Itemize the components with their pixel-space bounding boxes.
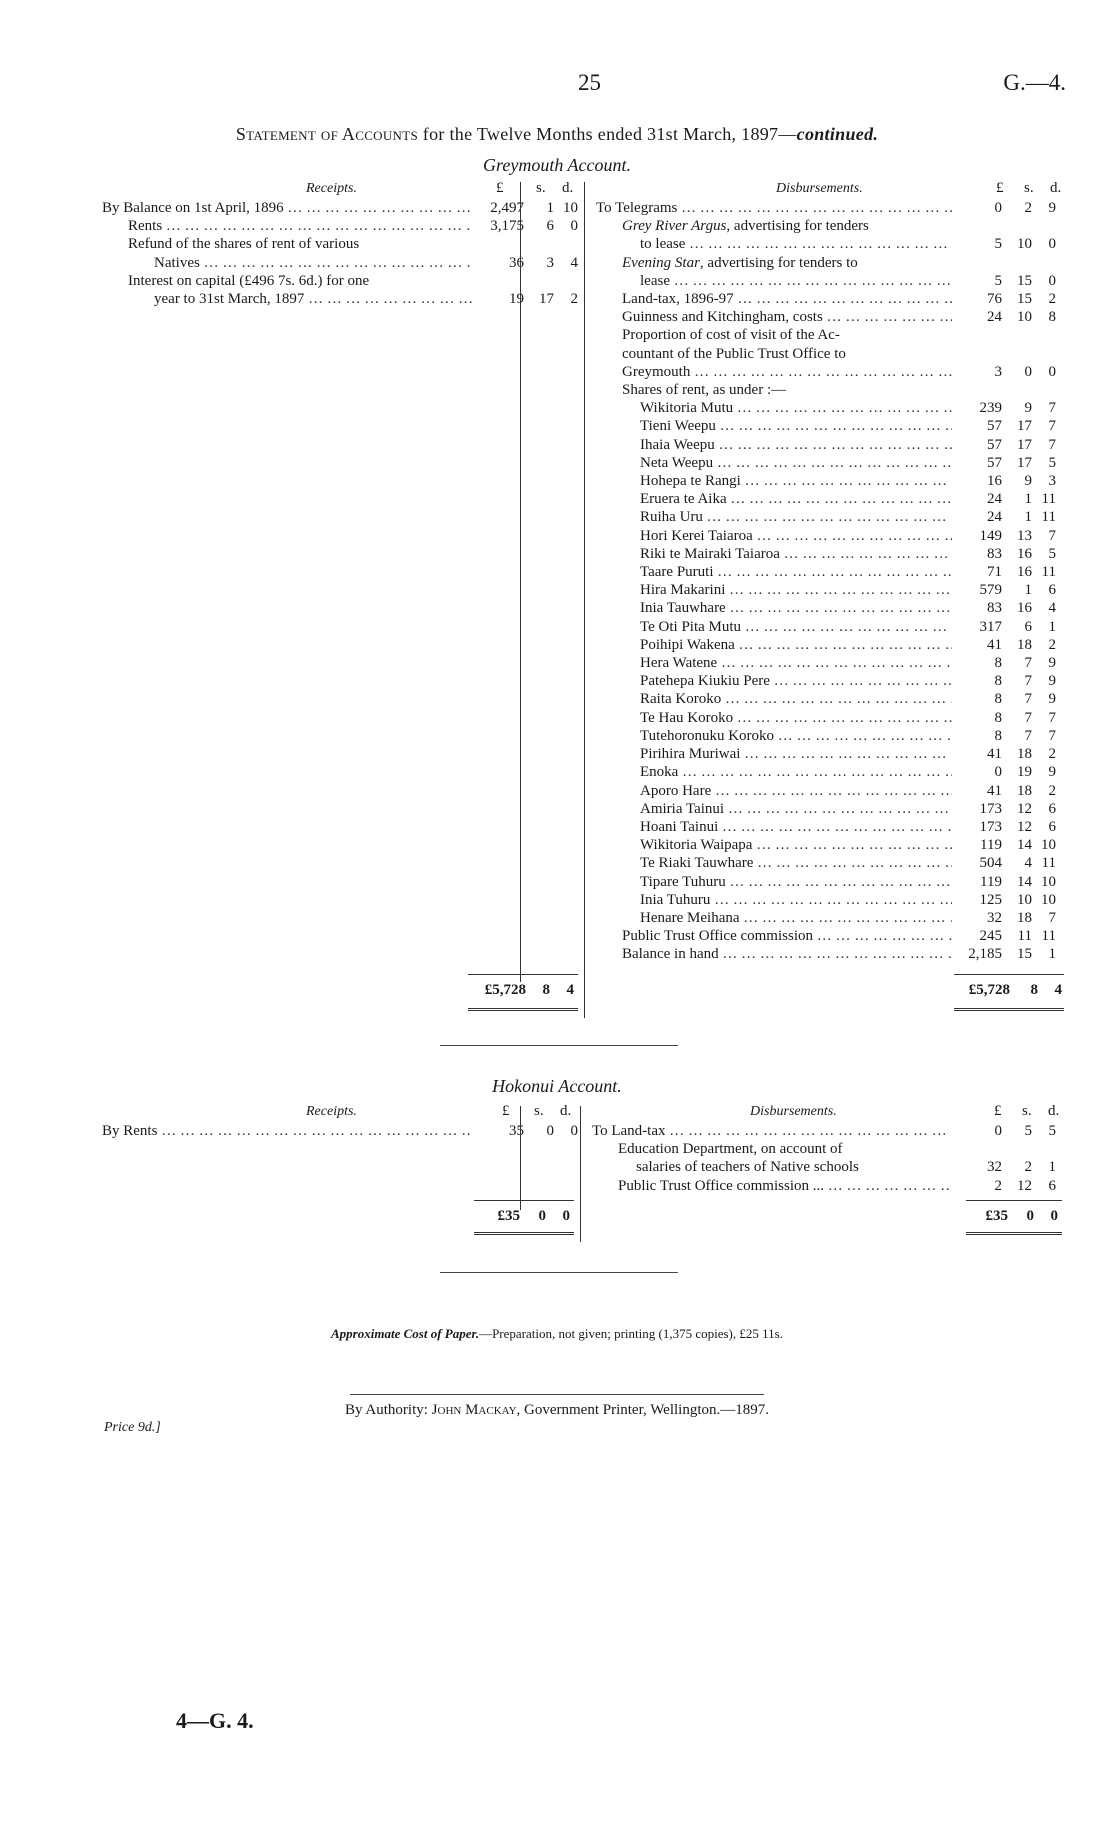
amount-l: 245 [979,928,1002,945]
amount-s: 15 [1017,291,1032,308]
amount-d: 6 [1048,582,1056,599]
amount-l: 0 [994,200,1002,216]
amount-l: 24 [987,309,1002,326]
amount-d: 8 [1048,309,1056,326]
disbursement-row [596,927,1056,945]
footnote-label: Approximate Cost of Paper. [331,1326,480,1341]
disbursement-row [596,818,1056,836]
section-separator [440,1045,678,1046]
amount-l: 173 [979,800,1002,817]
amount-s [1002,254,1032,272]
footnote-text: —Preparation, not given; printing (1,375 copies), £25 11s. [479,1326,783,1341]
amount-d: 11 [1041,928,1056,945]
disbursement-description: Public Trust Office commission … … … … … … … … … … … … … … … … … … … … [622,927,952,945]
amount-s: 6 [1024,618,1032,635]
amount-l: 2,185 [968,946,1002,963]
printer-name: John Mackay [431,1402,517,1418]
receipt-row: By Balance on 1st April, 1896 … … … … … … … … … … … … … … … … … … … … 2,497 1 10 [102,199,578,217]
disbursement-description: Riki te Mairaki Taiaroa … … … … … … … … … … … … … … … … … … … … [640,545,952,563]
amount-l: 504 [979,855,1002,872]
amount-l: 8 [994,709,1002,726]
disbursement-description: Poihipi Wakena … … … … … … … … … … … … … … … … … … … … [640,636,952,654]
amount-l: 71 [987,564,1002,581]
amount-d: 0 [1048,272,1056,289]
amount-d: 2 [1048,291,1056,308]
greymouth-receipts-sum-rule [468,974,578,975]
amount-l [958,345,1002,363]
amount-d: 7 [1048,418,1056,435]
amount-s: 18 [1017,909,1032,926]
greymouth-disb-total-underline [954,1008,1064,1011]
amount-l: 57 [987,418,1002,435]
hokonui-receipts-pence-unit: d. [560,1103,572,1119]
amount-d: 7 [1048,527,1056,544]
disbursement-row: Education Department, on account of [618,1141,843,1158]
amount-s: 19 [1017,764,1032,781]
greymouth-receipts-table [102,199,578,308]
amount-s: 9 [1024,400,1032,417]
receipt-row: Interest on capital (£496 7s. 6d.) for one [128,272,370,289]
hokonui-disb-total-underline [966,1232,1062,1235]
receipt-row: Natives … … … … … … … … … … … … … … … … … … … … 36 3 4 [102,254,578,272]
disbursement-row [596,454,1056,472]
amount-l: 32 [987,909,1002,926]
amount-d: 7 [1048,436,1056,453]
amount-s [1002,217,1032,235]
greymouth-account-heading: Greymouth Account. [483,155,631,175]
disbursement-description: Shares of rent, as under :— [622,382,787,399]
disbursement-description: Tipare Tuhuru … … … … … … … … … … … … … … … … … … … … [640,873,952,891]
disbursement-description: Hohepa te Rangi … … … … … … … … … … … … … … … … … … … … [640,472,952,490]
amount-l: 8 [994,691,1002,708]
amount-s [1002,326,1032,344]
amount-d [1032,345,1056,363]
hokonui-receipts-total: £35 0 0 [497,1208,570,1224]
disbursement-row [596,436,1056,454]
amount-s: 17 [1017,436,1032,453]
amount-s: 16 [1017,600,1032,617]
amount-s: 16 [1017,564,1032,581]
amount-s: 18 [1017,746,1032,763]
amount-l: 5 [994,272,1002,289]
amount-d: 2 [1048,636,1056,653]
amount-l: 41 [987,636,1002,653]
disbursement-row [596,709,1056,727]
disbursement-description: Balance in hand … … … … … … … … … … … … … … … … … … … … [622,945,952,963]
receipt-row: By Rents … … … … … … … … … … … … … … … … … … … … 35 0 0 [102,1122,578,1140]
hokonui-receipts-sum-rule [474,1200,574,1201]
amount-s: 9 [1024,473,1032,490]
disbursement-description: Inia Tuhuru … … … … … … … … … … … … … … … … … … … … [640,891,952,909]
amount-s: 14 [1017,873,1032,890]
disbursement-row [596,199,1056,217]
amount-d: 11 [1041,855,1056,872]
amount-l: 317 [979,618,1002,635]
hokonui-disb-sum-rule [966,1200,1062,1201]
greymouth-disb-sum-rule [954,974,1064,975]
disbursement-description: Eruera te Aika … … … … … … … … … … … … … … … … … … … … [640,490,952,508]
amount-s: 7 [1024,709,1032,726]
amount-d [1032,381,1056,399]
greymouth-receipts-heading: Receipts. [306,181,357,196]
disbursement-row [596,527,1056,545]
amount-l: 16 [987,473,1002,490]
title-suffix: continued. [796,124,879,144]
disbursement-description: Raita Koroko … … … … … … … … … … … … … … … … … … … … [640,690,952,708]
disbursement-description: Grey River Argus, advertising for tenders [622,218,869,235]
amount-d: 9 [1048,691,1056,708]
amount-s: 7 [1024,727,1032,744]
disbursement-row [596,763,1056,781]
amount-s: 1 [1024,509,1032,526]
greymouth-disbursements-table [596,199,1056,964]
amount-s: 2 [1024,200,1032,216]
amount-l: 83 [987,600,1002,617]
disbursement-row: To Land-tax … … … … … … … … … … … … … … … … … … … … 0 5 5 [592,1122,1056,1140]
disbursement-row [596,235,1056,253]
disbursement-row [596,618,1056,636]
amount-d: 4 [1048,600,1056,617]
disbursement-row [596,945,1056,963]
disbursement-row [596,381,1056,399]
amount-d: 5 [1048,545,1056,562]
amount-l [958,217,1002,235]
disbursement-row [596,599,1056,617]
amount-d: 3 [1048,473,1056,490]
disbursement-description: Wikitoria Mutu … … … … … … … … … … … … … … … … … … … … [640,399,952,417]
greymouth-receipts-amount-divider [520,182,521,982]
hokonui-disb-pounds-unit: £ [994,1103,1002,1119]
greymouth-receipts-shillings-unit: s. [536,180,546,196]
hokonui-account-heading: Hokonui Account. [492,1076,622,1096]
authority-rule [350,1394,764,1395]
disbursement-description: Patehepa Kiukiu Pere … … … … … … … … … … … … … … … … … … … … [640,672,952,690]
amount-s: 12 [1017,800,1032,817]
amount-s: 12 [1017,818,1032,835]
amount-s: 0 [1024,363,1032,380]
amount-s: 18 [1017,636,1032,653]
section-separator [440,1272,678,1273]
disbursement-row [596,782,1056,800]
receipt-row: year to 31st March, 1897 … … … … … … … … … … … … … … … … … … … … 19 17 2 [102,290,578,308]
amount-d: 9 [1048,655,1056,672]
amount-d: 7 [1048,709,1056,726]
disbursement-row [596,800,1056,818]
hokonui-receipts-amount-divider [520,1106,521,1210]
disbursement-description: Land-tax, 1896-97 … … … … … … … … … … … … … … … … … … … … [622,290,952,308]
amount-d: 9 [1048,200,1056,216]
amount-l: 173 [979,818,1002,835]
disbursement-description: Pirihira Muriwai … … … … … … … … … … … … … … … … … … … … [640,745,952,763]
amount-d: 10 [1041,837,1056,854]
amount-l: 5 [994,236,1002,253]
greymouth-center-divider [584,182,585,1018]
amount-l: 119 [980,873,1002,890]
disbursement-description: Te Oti Pita Mutu … … … … … … … … … … … … … … … … … … … … [640,618,952,636]
disbursement-description: Enoka … … … … … … … … … … … … … … … … … … … … [640,763,952,781]
amount-s: 10 [1017,891,1032,908]
disbursement-row [596,909,1056,927]
amount-d: 7 [1048,400,1056,417]
amount-s: 17 [1017,454,1032,471]
amount-s: 15 [1017,272,1032,289]
disbursement-row: salaries of teachers of Native schools 32 2 1 [636,1159,1056,1176]
greymouth-receipts-total-underline [468,1008,578,1011]
disbursement-description: Ihaia Weepu … … … … … … … … … … … … … … … … … … … … [640,436,952,454]
amount-d: 1 [1048,946,1056,963]
disbursement-row [596,345,1056,363]
greymouth-receipts-pence-unit: d. [562,180,574,196]
receipt-row: Rents … … … … … … … … … … … … … … … … … … … … 3,175 6 0 [102,217,578,235]
disbursement-row [596,836,1056,854]
amount-d: 5 [1048,454,1056,471]
amount-d [1032,254,1056,272]
hokonui-disb-shillings-unit: s. [1022,1103,1032,1119]
disbursement-row [596,472,1056,490]
disbursement-row: Public Trust Office commission ... … … … … … … … … … … … … … … … … … … … … 2 12 6 [592,1177,1056,1195]
amount-s: 1 [1024,491,1032,508]
cost-footnote [0,1326,1114,1342]
amount-l: 8 [994,727,1002,744]
disbursement-description: Evening Star, advertising for tenders to [622,254,858,271]
hokonui-receipts-heading: Receipts. [306,1104,357,1119]
title-middle: for the Twelve Months ended 31st March, 1897— [418,124,797,144]
disbursement-row [596,254,1056,272]
amount-l: 8 [994,655,1002,672]
greymouth-receipts-total: £5,728 8 4 [484,982,574,998]
disbursement-description: Guinness and Kitchingham, costs … … … … … … … … … … … … … … … … … … … … [622,308,952,326]
amount-d: 7 [1048,727,1056,744]
disbursement-row [596,490,1056,508]
amount-s: 15 [1017,946,1032,963]
amount-d: 2 [1048,746,1056,763]
amount-d: 9 [1048,764,1056,781]
amount-l: 41 [987,746,1002,763]
disbursement-row [596,745,1056,763]
disbursement-row [596,854,1056,872]
disbursement-row [596,891,1056,909]
disbursement-row [596,417,1056,435]
amount-l: 119 [980,837,1002,854]
disbursement-row [596,308,1056,326]
disbursement-row [596,873,1056,891]
disbursement-row [596,636,1056,654]
amount-s: 7 [1024,673,1032,690]
hokonui-receipts-table [102,1122,578,1140]
amount-d: 11 [1041,509,1056,526]
disbursement-row [596,563,1056,581]
disbursement-description: Henare Meihana … … … … … … … … … … … … … … … … … … … … [640,909,952,927]
amount-s: 17 [1017,418,1032,435]
amount-d: 0 [1048,236,1056,253]
disbursement-description: Tieni Weepu … … … … … … … … … … … … … … … … … … … … [640,417,952,435]
amount-s: 14 [1017,837,1032,854]
amount-s: 1 [1024,582,1032,599]
amount-s: 7 [1024,691,1032,708]
disbursement-description: Wikitoria Waipapa … … … … … … … … … … … … … … … … … … … … [640,836,952,854]
document-code: G.—4. [1003,70,1066,95]
disbursement-description: Hori Kerei Taiaroa … … … … … … … … … … … … … … … … … … … … [640,527,952,545]
amount-l: 579 [979,582,1002,599]
disbursement-row [596,545,1056,563]
amount-l: 83 [987,545,1002,562]
amount-l: 149 [979,527,1002,544]
receipt-row: Refund of the shares of rent of various [128,236,360,253]
amount-s: 10 [1017,236,1032,253]
amount-d: 2 [1048,782,1056,799]
hokonui-disbursements-table [592,1122,1056,1195]
disbursement-row [596,217,1056,235]
amount-s: 11 [1017,928,1032,945]
amount-l: 24 [987,491,1002,508]
disbursement-row [596,326,1056,344]
disbursement-description: Te Hau Koroko … … … … … … … … … … … … … … … … … … … … [640,709,952,727]
disbursement-description: Taare Puruti … … … … … … … … … … … … … … … … … … … … [640,563,952,581]
amount-l: 24 [987,509,1002,526]
disbursement-description: Neta Weepu … … … … … … … … … … … … … … … … … … … … [640,454,952,472]
statement-title [0,124,1114,145]
amount-l [958,254,1002,272]
amount-d [1032,217,1056,235]
disbursement-description: Tutehoronuku Koroko … … … … … … … … … … … … … … … … … … … … [640,727,952,745]
amount-l: 41 [987,782,1002,799]
greymouth-disb-pence-unit: d. [1050,180,1062,196]
page-number: 25 [578,70,601,95]
signature-mark: 4—G. 4. [176,1708,254,1733]
amount-l [958,326,1002,344]
amount-l: 57 [987,436,1002,453]
amount-d: 1 [1048,618,1056,635]
amount-l: 57 [987,454,1002,471]
amount-d [1032,326,1056,344]
greymouth-disbursements-heading: Disbursements. [776,181,863,196]
disbursement-description: to lease … … … … … … … … … … … … … … … … … … … … [640,235,952,253]
greymouth-disbursements-total: £5,728 8 4 [968,982,1062,998]
amount-s: 13 [1017,527,1032,544]
amount-d: 11 [1041,564,1056,581]
amount-d: 0 [1048,363,1056,380]
amount-l: 3 [994,363,1002,380]
amount-s: 18 [1017,782,1032,799]
amount-d: 9 [1048,673,1056,690]
disbursement-row [596,272,1056,290]
amount-l: 76 [987,291,1002,308]
amount-l [958,381,1002,399]
disbursement-row [596,399,1056,417]
hokonui-disb-pence-unit: d. [1048,1103,1060,1119]
hokonui-receipts-total-underline [474,1232,574,1235]
hokonui-disbursements-heading: Disbursements. [750,1104,837,1119]
amount-d: 10 [1041,891,1056,908]
disbursement-row [596,690,1056,708]
hokonui-receipts-pounds-unit: £ [502,1103,510,1119]
hokonui-disbursements-total: £35 0 0 [985,1208,1058,1224]
price-note: Price 9d.] [104,1420,161,1435]
disbursement-description: To Telegrams … … … … … … … … … … … … … … … … … … … … [596,199,952,217]
disbursement-description: countant of the Public Trust Office to [622,345,846,362]
amount-l: 8 [994,673,1002,690]
disbursement-row [596,672,1056,690]
hokonui-center-divider [580,1106,581,1242]
greymouth-receipts-pounds-unit: £ [496,180,504,196]
disbursement-row [596,727,1056,745]
printer-authority: By Authority: John Mackay, Government Printer, Wellington.—1897. [344,1402,769,1418]
amount-d: 6 [1048,818,1056,835]
disbursement-description: Aporo Hare … … … … … … … … … … … … … … … … … … … … [640,782,952,800]
amount-l: 0 [994,764,1002,781]
disbursement-description: lease … … … … … … … … … … … … … … … … … … … … [640,272,952,290]
disbursement-description: Proportion of cost of visit of the Ac- [622,327,840,344]
amount-d: 6 [1048,800,1056,817]
amount-s [1002,381,1032,399]
amount-s: 4 [1024,855,1032,872]
hokonui-receipts-shillings-unit: s. [534,1103,544,1119]
greymouth-disb-pounds-unit: £ [996,180,1004,196]
disbursement-description: Inia Tauwhare … … … … … … … … … … … … … … … … … … … … [640,599,952,617]
disbursement-description: Hira Makarini … … … … … … … … … … … … … … … … … … … … [640,581,952,599]
amount-s: 10 [1017,309,1032,326]
amount-d: 11 [1041,491,1056,508]
amount-s: 7 [1024,655,1032,672]
disbursement-description: Hera Watene … … … … … … … … … … … … … … … … … … … … [640,654,952,672]
disbursement-row [596,581,1056,599]
title-prefix: Statement of Accounts [235,124,418,144]
disbursement-description: Hoani Tainui … … … … … … … … … … … … … … … … … … … … [640,818,952,836]
amount-l: 125 [979,891,1002,908]
amount-s: 16 [1017,545,1032,562]
disbursement-row [596,363,1056,381]
disbursement-row [596,290,1056,308]
disbursement-row [596,654,1056,672]
disbursement-description: Ruiha Uru … … … … … … … … … … … … … … … … … … … … [640,508,952,526]
disbursement-description: Te Riaki Tauwhare … … … … … … … … … … … … … … … … … … … … [640,854,952,872]
greymouth-disb-shillings-unit: s. [1024,180,1034,196]
amount-d: 7 [1048,909,1056,926]
disbursement-description: Amiria Tainui … … … … … … … … … … … … … … … … … … … … [640,800,952,818]
amount-d: 10 [1041,873,1056,890]
disbursement-row [596,508,1056,526]
amount-l: 239 [979,400,1002,417]
disbursement-description: Greymouth … … … … … … … … … … … … … … … … … … … … [622,363,952,381]
amount-s [1002,345,1032,363]
